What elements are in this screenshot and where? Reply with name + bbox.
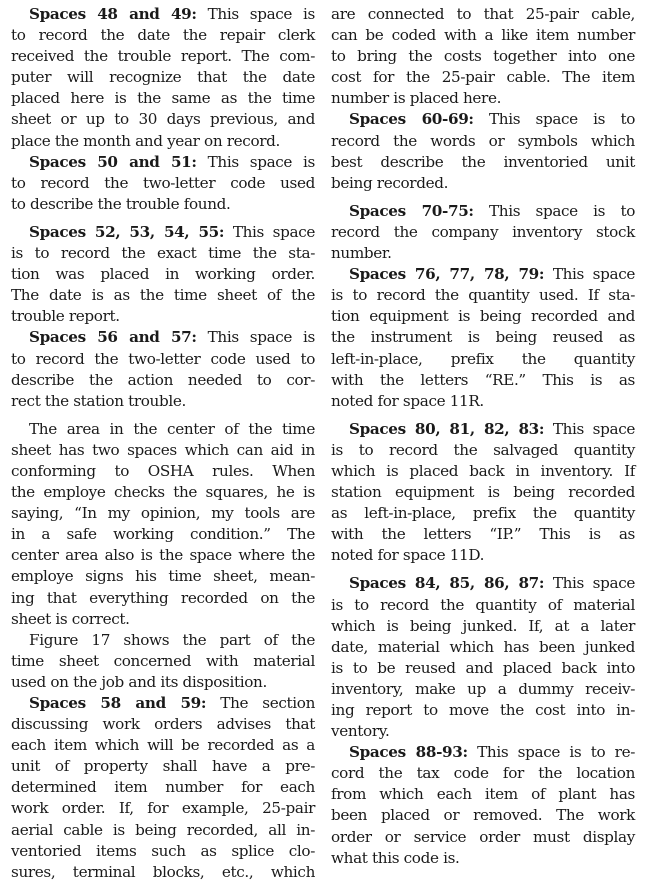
text-line: to describe the trouble found. <box>11 194 231 213</box>
text-line: which is placed back in inventory. If <box>331 461 635 480</box>
text-line: which is being junked. If, at a later <box>331 616 635 635</box>
text-line: work order. If, for example, 25-pair <box>11 799 315 818</box>
text-line: can be coded with a like item number <box>331 26 635 45</box>
text-line: the employe checks the squares, he is <box>11 483 315 502</box>
spaces-paragraph <box>11 152 315 215</box>
text-column-right <box>331 4 635 869</box>
text-line: noted for space 11D. <box>331 546 485 565</box>
text-line: order or service order must display <box>331 827 635 846</box>
spaces-paragraph <box>331 264 635 412</box>
spaces-paragraph <box>331 419 635 567</box>
text-line: best describe the inventoried unit <box>331 152 635 171</box>
text-line: saying, “In my opinion, my tools are <box>11 504 315 523</box>
text-line: is to record the quantity used. If sta- <box>331 286 635 305</box>
text-line: the instrument is being reused as <box>331 328 635 347</box>
text-line: ing that everything recorded on the <box>11 588 315 607</box>
spaces-heading: Spaces 60-69: <box>349 110 474 129</box>
text-run: This space <box>224 222 315 241</box>
body-paragraph <box>331 4 635 109</box>
spaces-heading: Spaces 80, 81, 82, 83: <box>349 419 545 438</box>
text-line: tion was placed in working order. <box>11 265 315 284</box>
text-line <box>331 264 635 285</box>
text-line <box>331 419 635 440</box>
text-line: place the month and year on record. <box>11 131 281 150</box>
text-line: center area also is the space where the <box>11 546 315 565</box>
text-line: is to record the quantity of material <box>331 595 635 614</box>
text-line: cost for the 25-pair cable. The item <box>331 68 635 87</box>
text-line: date, material which has been junked <box>331 637 635 656</box>
text-line: sheet has two spaces which can aid in <box>11 440 315 459</box>
text-line: received the trouble report. The com- <box>11 47 315 66</box>
text-line: to record the two-letter code used <box>11 173 315 192</box>
text-column-left <box>11 4 315 883</box>
text-line: unit of property shall have a pre- <box>11 757 315 776</box>
text-run: This space is to re- <box>467 743 635 762</box>
text-run: This space is <box>196 328 315 347</box>
text-line <box>11 693 315 714</box>
text-line: record the words or symbols which <box>331 131 635 150</box>
spaces-paragraph <box>331 573 635 742</box>
text-line: sures, terminal blocks, etc., which <box>11 862 315 881</box>
text-line: to record the two-letter code used to <box>11 349 315 368</box>
spaces-heading: Spaces 84, 85, 86, 87: <box>349 574 545 593</box>
text-line: ventoried items such as splice clo- <box>11 841 315 860</box>
spaces-paragraph <box>11 4 315 152</box>
text-line <box>331 109 635 130</box>
spaces-heading: Spaces 76, 77, 78, 79: <box>349 265 545 284</box>
text-line: noted for space 11R. <box>331 391 484 410</box>
spaces-paragraph <box>331 109 635 193</box>
text-line: is to be reused and placed back into <box>331 658 635 677</box>
text-line: employe signs his time sheet, mean- <box>11 567 315 586</box>
text-line: as left-in-place, prefix the quantity <box>331 504 635 523</box>
text-line: sheet or up to 30 days previous, and <box>11 110 315 129</box>
spaces-paragraph <box>331 201 635 264</box>
text-line <box>11 152 315 173</box>
text-run: The section <box>206 694 315 712</box>
text-run: This space is to <box>473 110 635 129</box>
text-line: ventory. <box>331 722 390 741</box>
text-line: ing report to move the cost into in- <box>331 701 635 719</box>
text-line: placed here is the same as the time <box>11 89 315 108</box>
spaces-heading: Spaces 88-93: <box>349 743 468 762</box>
text-line: number. <box>331 244 392 263</box>
text-line: Figure 17 shows the part of the <box>29 630 315 649</box>
text-line: determined item number for each <box>11 778 315 797</box>
text-line: what this code is. <box>331 848 460 867</box>
text-line: are connected to that 25-pair cable, <box>331 5 635 23</box>
text-run: This space is <box>196 152 315 171</box>
body-paragraph <box>11 630 315 693</box>
text-line: record the company inventory stock <box>331 222 635 241</box>
spaces-heading: Spaces 50 and 51: <box>29 152 197 171</box>
text-line: inventory, make up a dummy receiv- <box>331 679 635 698</box>
text-line: with the letters “IP.” This is as <box>331 525 635 544</box>
text-line: with the letters “RE.” This is as <box>331 370 635 389</box>
text-line: used on the job and its disposition. <box>11 672 267 691</box>
spaces-paragraph <box>11 222 315 327</box>
text-line <box>331 573 635 594</box>
text-line: puter will recognize that the date <box>11 68 315 87</box>
spaces-paragraph <box>11 327 315 411</box>
text-line: tion equipment is being recorded and <box>331 307 635 326</box>
text-run: This space <box>544 574 635 593</box>
text-line <box>11 4 315 25</box>
spaces-heading: Spaces 58 and 59: <box>29 694 207 712</box>
text-line: discussing work orders advises that <box>11 715 315 734</box>
text-line: each item which will be recorded as a <box>11 736 315 755</box>
text-line: cord the tax code for the location <box>331 764 635 783</box>
text-run: This space is to <box>473 201 635 220</box>
text-line: is to record the exact time the sta- <box>11 244 315 263</box>
body-paragraph <box>11 419 315 630</box>
text-run: This space <box>544 265 635 284</box>
text-line <box>331 201 635 222</box>
text-line: to bring the costs together into one <box>331 47 635 66</box>
spaces-paragraph <box>331 742 635 869</box>
text-line: is to record the salvaged quantity <box>331 440 635 459</box>
spaces-heading: Spaces 56 and 57: <box>29 328 197 347</box>
text-line: sheet is correct. <box>11 609 130 628</box>
text-line: left-in-place, prefix the quantity <box>331 349 635 368</box>
text-line <box>11 327 315 348</box>
text-line: rect the station trouble. <box>11 391 186 410</box>
spaces-paragraph <box>11 693 315 883</box>
text-line: to record the date the repair clerk <box>11 26 315 45</box>
spaces-heading: Spaces 52, 53, 54, 55: <box>29 222 225 241</box>
text-line: in a safe working condition.” The <box>11 525 315 544</box>
text-run: This space <box>544 419 635 438</box>
text-line: trouble report. <box>11 307 120 326</box>
text-line: describe the action needed to cor- <box>11 370 315 389</box>
spaces-heading: Spaces 48 and 49: <box>29 5 197 23</box>
text-line: conforming to OSHA rules. When <box>11 461 315 480</box>
text-line <box>331 742 635 763</box>
text-line: The date is as the time sheet of the <box>11 286 315 305</box>
text-line: been placed or removed. The work <box>331 806 635 825</box>
text-line <box>11 222 315 243</box>
text-line: number is placed here. <box>331 89 502 108</box>
text-line: The area in the center of the time <box>29 419 315 438</box>
spaces-heading: Spaces 70-75: <box>349 201 474 220</box>
text-line: being recorded. <box>331 173 449 192</box>
text-line: time sheet concerned with material <box>11 651 315 670</box>
text-run: This space is <box>196 5 315 23</box>
text-line: from which each item of plant has <box>331 785 635 804</box>
text-line: aerial cable is being recorded, all in- <box>11 820 315 839</box>
text-line: station equipment is being recorded <box>331 483 635 502</box>
